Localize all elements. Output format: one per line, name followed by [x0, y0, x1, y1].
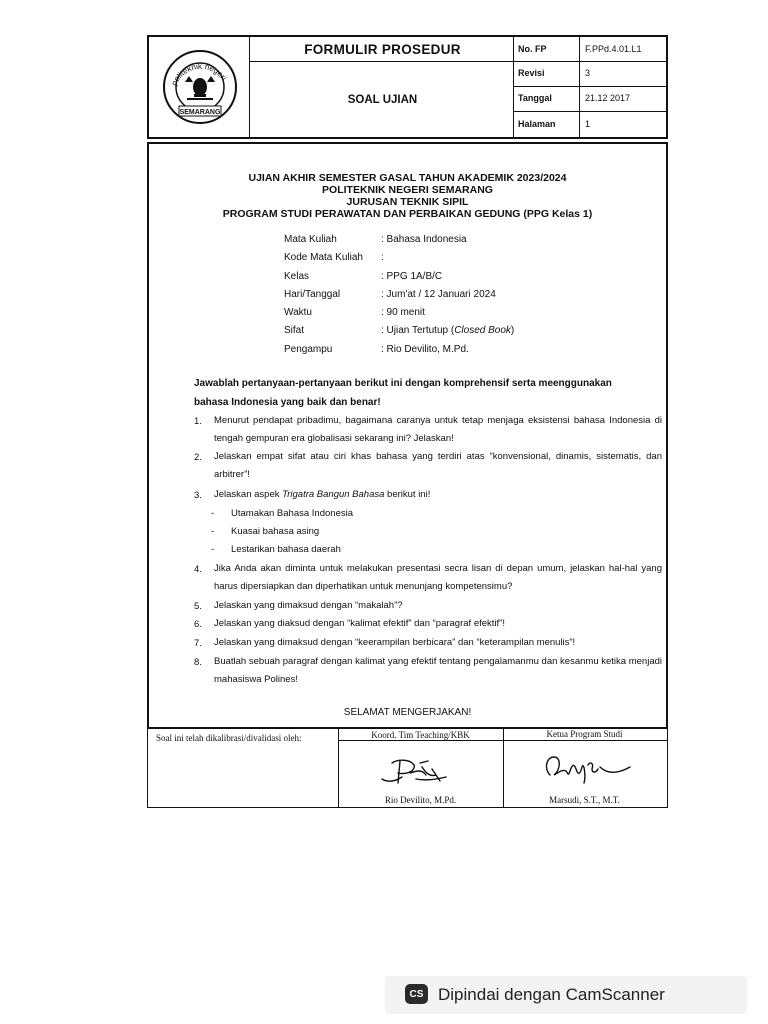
camscanner-watermark	[385, 976, 747, 1014]
ketua-label: Ketua Program Studi	[546, 729, 623, 739]
question-number: 2.	[194, 452, 202, 463]
meta-value-no-fp: F.PPd.4.01.L1	[585, 44, 642, 54]
info-value: : Bahasa Indonesia	[381, 234, 467, 245]
question-number: 4.	[194, 564, 202, 575]
question-number: 1.	[194, 416, 202, 427]
exam-title-line-1: UJIAN AKHIR SEMESTER GASAL TAHUN AKADEMIK 2023/2024	[248, 172, 567, 184]
koord-label: Koord. Tim Teaching/KBK	[371, 730, 470, 740]
question-text	[214, 486, 662, 504]
question-text: Buatlah sebuah paragraf dengan kalimat yang efektif tentang pengalamanmu dan kesanmu ketika menjadi mahasiswa Polines!	[214, 656, 662, 685]
meta-value-revisi: 3	[585, 68, 591, 78]
info-value-sifat	[381, 325, 514, 336]
svg-text:politeknik negeri: politeknik negeri	[169, 61, 228, 87]
exam-title-line-4: PROGRAM STUDI PERAWATAN DAN PERBAIKAN GEDUNG (PPG Kelas 1)	[222, 208, 593, 220]
koord-name: Rio Devilito, M.Pd.	[384, 795, 457, 805]
sub-item-dash: -	[211, 544, 215, 555]
question-text: Jika Anda akan diminta untuk melakukan presentasi secra lisan di depan umum, jelaskan hal-hal yang harus dipersiapkan dan diperhatikan untuk menunjang kompetensimu?	[214, 563, 662, 592]
question-number: 3.	[194, 490, 202, 501]
polines-logo	[149, 37, 250, 137]
info-label: Kelas	[284, 271, 310, 282]
info-value-italic: Closed Book	[454, 325, 511, 336]
sub-item-text: Lestarikan bahasa daerah	[231, 544, 341, 555]
form-header-table	[147, 35, 668, 139]
form-title: FORMULIR PROSEDUR	[304, 42, 461, 57]
info-value: : 90 menit	[381, 307, 425, 318]
closing-text: SELAMAT MENGERJAKAN!	[343, 707, 472, 718]
koord-signature-icon	[376, 753, 456, 789]
exam-title-line-3: JURUSAN TEKNIK SIPIL	[346, 196, 469, 208]
instruction-line-1: Jawablah pertanyaan-pertanyaan berikut ini dengan komprehensif serta meenggunakan	[194, 378, 612, 389]
question-number: 7.	[194, 638, 202, 649]
info-value-tail: )	[510, 325, 515, 336]
meta-value-tanggal: 21.12 2017	[585, 93, 631, 103]
meta-label-revisi: Revisi	[518, 68, 545, 78]
meta-label-no-fp: No. FP	[518, 44, 547, 54]
question-number: 6.	[194, 619, 202, 630]
question-text-italic: Trigatra Bangun Bahasa	[282, 489, 385, 500]
ketua-name: Marsudi, S.T., M.T.	[549, 795, 620, 805]
info-value: : Jum'at / 12 Januari 2024	[381, 289, 496, 300]
meta-value-halaman: 1	[585, 119, 591, 129]
camscanner-icon: CS	[405, 984, 428, 1004]
sub-item-text: Utamakan Bahasa Indonesia	[231, 508, 353, 519]
question-text: Jelaskan yang dimaksud dengan “keerampilan berbicara” dan “keterampilan menulis”!	[214, 637, 576, 648]
info-value: : Rio Devilito, M.Pd.	[381, 344, 469, 355]
question-text: Menurut pendapat pribadimu, bagaimana caranya untuk tetap menjaga eksistensi bahasa Indonesia di tengah gempuran era globalisasi sekarang ini? Jelaskan!	[214, 415, 662, 444]
svg-text:SEMARANG: SEMARANG	[179, 109, 220, 116]
info-value: : PPG 1A/B/C	[381, 271, 443, 282]
meta-label-tanggal: Tanggal	[518, 93, 552, 103]
signature-table	[147, 728, 668, 808]
question-text: Jelaskan yang diaksud dengan “kalimat efektif” dan “paragraf efektif”!	[214, 618, 505, 629]
info-label: Sifat	[284, 325, 305, 336]
info-label: Waktu	[284, 307, 312, 318]
question-number: 5.	[194, 601, 202, 612]
camscanner-text: Dipindai dengan CamScanner	[438, 985, 665, 1004]
info-label: Mata Kuliah	[284, 234, 337, 245]
meta-label-halaman: Halaman	[518, 119, 556, 129]
question-text-post: berikut ini!	[384, 489, 431, 500]
exam-title-line-2: POLITEKNIK NEGERI SEMARANG	[322, 184, 493, 196]
instruction-line-2: bahasa Indonesia yang baik dan benar!	[194, 397, 381, 408]
info-value-text: : Ujian Tertutup (	[381, 325, 455, 336]
ketua-signature-icon	[536, 749, 636, 789]
question-text-pre: Jelaskan aspek	[214, 489, 283, 500]
sub-item-text: Kuasai bahasa asing	[231, 526, 320, 537]
info-value: :	[381, 252, 384, 263]
calibrated-label: Soal ini telah dikalibrasi/divalidasi oleh:	[156, 733, 302, 743]
sub-item-dash: -	[211, 526, 215, 537]
info-label: Pengampu	[284, 344, 333, 355]
logo-emblem-icon	[161, 48, 239, 126]
info-label: Kode Mata Kuliah	[284, 252, 363, 263]
question-number: 8.	[194, 657, 202, 668]
exam-content-box	[147, 142, 668, 729]
info-label: Hari/Tanggal	[284, 289, 341, 300]
form-subtitle: SOAL UJIAN	[347, 94, 418, 106]
question-text: Jelaskan empat sifat atau ciri khas bahasa yang terdiri atas “konvensional, dinamis, sistematis, dan arbitrer”!	[214, 451, 662, 480]
question-text: Jelaskan yang dimaksud dengan “makalah”?	[214, 600, 403, 611]
sub-item-dash: -	[211, 508, 215, 519]
